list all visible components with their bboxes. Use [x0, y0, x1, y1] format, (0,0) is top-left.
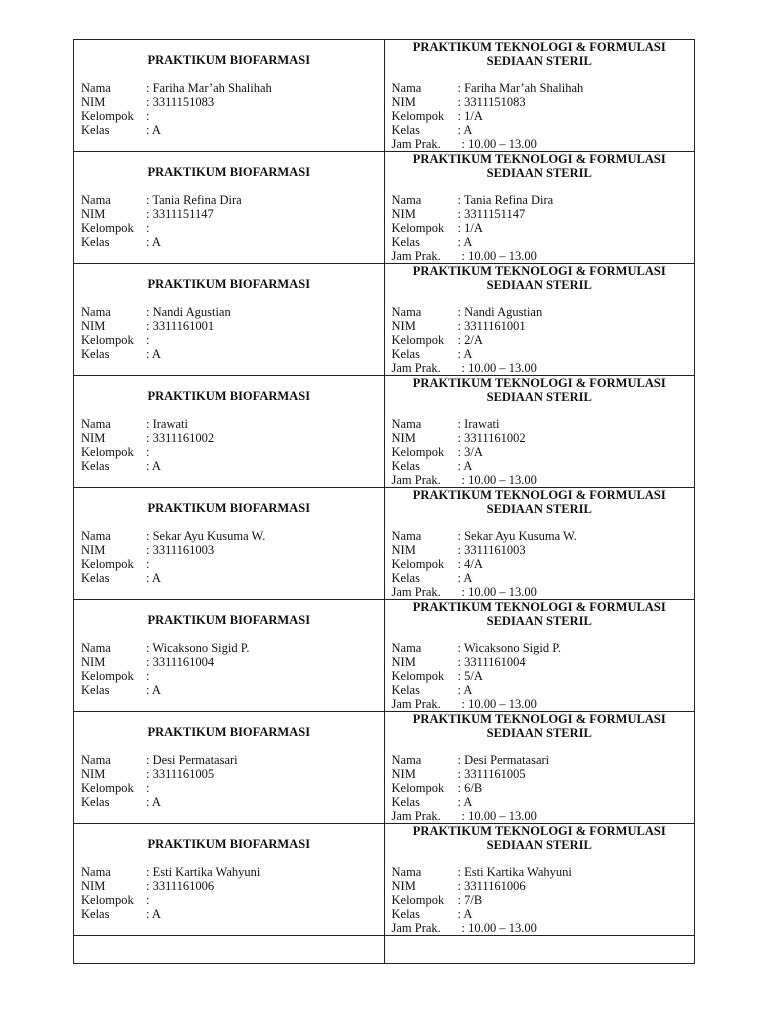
kelas-value: : A — [146, 234, 161, 249]
steril-title-line1: PRAKTIKUM TEKNOLOGI & FORMULASI — [412, 824, 666, 838]
biofarmasi-title: PRAKTIKUM BIOFARMASI — [147, 613, 311, 627]
student-info — [81, 866, 260, 922]
steril-title — [385, 600, 695, 628]
nim-value: : 3311161003 — [457, 542, 526, 557]
kelas-label: Kelas — [391, 682, 420, 697]
nama-label: Nama — [391, 193, 422, 207]
nim-value: : 3311161002 — [457, 430, 526, 445]
kelas-value: : A — [457, 346, 473, 361]
nama-label: Nama — [81, 753, 111, 767]
nim-label: NIM — [81, 878, 106, 893]
kelompok-label: Kelompok — [391, 668, 445, 683]
jam-label: Jam Prak. — [391, 808, 441, 823]
biofarmasi-card — [74, 712, 385, 824]
nama-value: : Sekar Ayu Kusuma W. — [457, 529, 577, 543]
steril-card — [384, 264, 695, 376]
card-row — [74, 712, 695, 824]
nim-value: : 3311161003 — [146, 542, 215, 557]
student-info — [392, 642, 561, 711]
kelompok-value: : — [146, 780, 150, 795]
kelompok-value: : 2/A — [457, 332, 483, 347]
steril-title-line2: SEDIAAN STERIL — [486, 502, 592, 516]
nama-label: Nama — [81, 305, 111, 319]
steril-title-line2: SEDIAAN STERIL — [486, 390, 592, 404]
nama-value: : Fariha Mar’ah Shalihah — [457, 81, 584, 95]
biofarmasi-card — [74, 40, 385, 152]
nim-value: : 3311151083 — [146, 94, 215, 109]
kelompok-label: Kelompok — [81, 444, 134, 459]
kelompok-value: : 1/A — [457, 220, 483, 235]
steril-title-line2: SEDIAAN STERIL — [486, 54, 592, 68]
card-row — [74, 264, 695, 376]
card-row — [74, 488, 695, 600]
kelompok-label: Kelompok — [391, 556, 445, 571]
kelas-label: Kelas — [81, 906, 110, 921]
nim-label: NIM — [391, 766, 416, 781]
steril-card — [384, 712, 695, 824]
card-row — [74, 824, 695, 936]
nama-label: Nama — [81, 865, 111, 879]
kelas-value: : A — [146, 906, 161, 921]
kelas-value: : A — [146, 682, 161, 697]
kelas-value: : A — [457, 794, 473, 809]
jam-label: Jam Prak. — [391, 360, 441, 375]
jam-value: : 10.00 – 13.00 — [461, 248, 537, 263]
jam-value: : 10.00 – 13.00 — [461, 584, 537, 599]
student-info — [392, 418, 537, 487]
biofarmasi-title: PRAKTIKUM BIOFARMASI — [147, 53, 311, 67]
kelompok-value: : — [146, 668, 150, 683]
nama-value: : Tania Refina Dira — [146, 193, 242, 207]
biofarmasi-card — [74, 152, 385, 264]
jam-value: : 10.00 – 13.00 — [461, 360, 537, 375]
steril-title — [385, 376, 695, 404]
student-info — [392, 82, 584, 151]
kelas-label: Kelas — [81, 458, 110, 473]
kelompok-value: : 1/A — [457, 108, 483, 123]
nama-label: Nama — [81, 417, 111, 431]
steril-title-line1: PRAKTIKUM TEKNOLOGI & FORMULASI — [412, 264, 666, 278]
kelas-label: Kelas — [391, 906, 420, 921]
steril-card — [384, 152, 695, 264]
kelas-value: : A — [146, 794, 161, 809]
kelompok-value: : — [146, 332, 150, 347]
nama-value: : Wicaksono Sigid P. — [457, 641, 561, 655]
kelas-label: Kelas — [391, 458, 420, 473]
kelas-label: Kelas — [391, 794, 420, 809]
steril-title-line1: PRAKTIKUM TEKNOLOGI & FORMULASI — [412, 40, 666, 54]
student-info — [81, 82, 272, 138]
card-row — [74, 40, 695, 152]
kelas-value: : A — [146, 346, 161, 361]
nim-value: : 3311161006 — [146, 878, 215, 893]
steril-title-line1: PRAKTIKUM TEKNOLOGI & FORMULASI — [412, 488, 666, 502]
kelompok-label: Kelompok — [81, 668, 134, 683]
nim-label: NIM — [81, 542, 106, 557]
student-info — [81, 642, 249, 698]
nama-value: : Sekar Ayu Kusuma W. — [146, 529, 266, 543]
kelas-value: : A — [457, 570, 473, 585]
steril-title — [385, 40, 695, 68]
nama-value: : Nandi Agustian — [146, 305, 231, 319]
empty-cell — [384, 936, 695, 964]
student-info — [392, 530, 577, 599]
nim-label: NIM — [391, 542, 416, 557]
biofarmasi-title: PRAKTIKUM BIOFARMASI — [147, 277, 311, 291]
kelas-value: : A — [146, 122, 161, 137]
nama-label: Nama — [81, 193, 111, 207]
nim-value: : 3311161006 — [457, 878, 526, 893]
kelas-label: Kelas — [81, 346, 110, 361]
kelompok-value: : 5/A — [457, 668, 483, 683]
kelas-label: Kelas — [391, 346, 420, 361]
nim-value: : 3311151147 — [457, 206, 526, 221]
kelas-label: Kelas — [81, 570, 110, 585]
kelompok-value: : 7/B — [457, 892, 483, 907]
jam-label: Jam Prak. — [391, 584, 441, 599]
jam-label: Jam Prak. — [391, 472, 441, 487]
jam-value: : 10.00 – 13.00 — [461, 920, 537, 935]
nim-value: : 3311161004 — [146, 654, 215, 669]
steril-title-line1: PRAKTIKUM TEKNOLOGI & FORMULASI — [412, 152, 666, 166]
empty-row — [74, 936, 695, 964]
nama-label: Nama — [391, 641, 422, 655]
nama-label: Nama — [391, 529, 422, 543]
kelas-label: Kelas — [81, 234, 110, 249]
nim-label: NIM — [391, 430, 416, 445]
nim-label: NIM — [81, 654, 106, 669]
kelompok-label: Kelompok — [391, 332, 445, 347]
biofarmasi-card — [74, 600, 385, 712]
kelompok-label: Kelompok — [391, 892, 445, 907]
nim-label: NIM — [391, 94, 416, 109]
steril-title — [385, 264, 695, 292]
steril-title — [385, 488, 695, 516]
kelas-value: : A — [457, 234, 473, 249]
kelompok-label: Kelompok — [81, 220, 134, 235]
kelompok-label: Kelompok — [81, 332, 134, 347]
card-row — [74, 600, 695, 712]
nim-value: : 3311161002 — [146, 430, 215, 445]
steril-card — [384, 40, 695, 152]
student-info — [392, 306, 543, 375]
kelompok-value: : — [146, 556, 150, 571]
jam-value: : 10.00 – 13.00 — [461, 136, 537, 151]
nama-label: Nama — [391, 753, 422, 767]
jam-label: Jam Prak. — [391, 136, 441, 151]
kelompok-label: Kelompok — [391, 780, 445, 795]
nama-value: : Esti Kartika Wahyuni — [146, 865, 261, 879]
biofarmasi-card — [74, 824, 385, 936]
nama-value: : Wicaksono Sigid P. — [146, 641, 250, 655]
steril-title-line2: SEDIAAN STERIL — [486, 166, 592, 180]
kelompok-label: Kelompok — [81, 108, 134, 123]
jam-label: Jam Prak. — [391, 696, 441, 711]
kelompok-value: : 3/A — [457, 444, 483, 459]
biofarmasi-title: PRAKTIKUM BIOFARMASI — [147, 725, 311, 739]
nama-label: Nama — [391, 305, 422, 319]
kelas-label: Kelas — [391, 570, 420, 585]
kelas-label: Kelas — [81, 794, 110, 809]
nama-value: : Esti Kartika Wahyuni — [457, 865, 572, 879]
steril-title — [385, 152, 695, 180]
kelompok-value: : — [146, 892, 150, 907]
kelompok-label: Kelompok — [81, 556, 134, 571]
kelompok-label: Kelompok — [391, 108, 445, 123]
nama-value: : Nandi Agustian — [457, 305, 543, 319]
jam-value: : 10.00 – 13.00 — [461, 696, 537, 711]
nama-label: Nama — [391, 81, 422, 95]
nim-label: NIM — [81, 206, 106, 221]
nama-value: : Irawati — [457, 417, 500, 431]
steril-card — [384, 824, 695, 936]
kelompok-label: Kelompok — [391, 444, 445, 459]
nama-value: : Irawati — [146, 417, 188, 431]
steril-card — [384, 488, 695, 600]
steril-title-line1: PRAKTIKUM TEKNOLOGI & FORMULASI — [412, 376, 666, 390]
student-info — [392, 194, 554, 263]
card-row — [74, 152, 695, 264]
nama-value: : Desi Permatasari — [457, 753, 550, 767]
biofarmasi-card — [74, 488, 385, 600]
steril-title-line2: SEDIAAN STERIL — [486, 726, 592, 740]
steril-card — [384, 600, 695, 712]
nama-value: : Fariha Mar’ah Shalihah — [146, 81, 272, 95]
biofarmasi-title: PRAKTIKUM BIOFARMASI — [147, 837, 311, 851]
nim-label: NIM — [391, 318, 416, 333]
student-info — [81, 306, 231, 362]
card-row — [74, 376, 695, 488]
kelas-label: Kelas — [391, 122, 420, 137]
steril-title-line2: SEDIAAN STERIL — [486, 614, 592, 628]
nama-label: Nama — [81, 529, 111, 543]
nama-label: Nama — [81, 81, 111, 95]
nim-label: NIM — [391, 206, 416, 221]
nama-value: : Desi Permatasari — [146, 753, 238, 767]
biofarmasi-card — [74, 376, 385, 488]
steril-card — [384, 376, 695, 488]
kelompok-label: Kelompok — [81, 780, 134, 795]
kelas-value: : A — [457, 122, 473, 137]
steril-title-line2: SEDIAAN STERIL — [486, 838, 592, 852]
steril-title-line1: PRAKTIKUM TEKNOLOGI & FORMULASI — [412, 600, 666, 614]
nama-label: Nama — [391, 865, 422, 879]
kelompok-value: : — [146, 108, 150, 123]
jam-label: Jam Prak. — [391, 248, 441, 263]
nim-label: NIM — [81, 94, 106, 109]
biofarmasi-title: PRAKTIKUM BIOFARMASI — [147, 165, 311, 179]
student-info — [81, 418, 214, 474]
kelompok-value: : 4/A — [457, 556, 483, 571]
student-info — [81, 530, 265, 586]
student-info — [392, 866, 572, 935]
nim-value: : 3311151147 — [146, 206, 214, 221]
nama-value: : Tania Refina Dira — [457, 193, 554, 207]
label-card-table — [73, 39, 695, 964]
kelompok-label: Kelompok — [81, 892, 134, 907]
nim-label: NIM — [81, 318, 106, 333]
kelas-value: : A — [457, 458, 473, 473]
nama-label: Nama — [391, 417, 422, 431]
steril-title-line1: PRAKTIKUM TEKNOLOGI & FORMULASI — [412, 712, 666, 726]
kelas-value: : A — [457, 682, 473, 697]
nim-value: : 3311151083 — [457, 94, 526, 109]
nim-value: : 3311161005 — [146, 766, 215, 781]
steril-title-line2: SEDIAAN STERIL — [486, 278, 592, 292]
kelas-value: : A — [146, 570, 161, 585]
nim-value: : 3311161004 — [457, 654, 526, 669]
nim-label: NIM — [81, 766, 106, 781]
kelas-label: Kelas — [81, 122, 110, 137]
kelompok-value: : — [146, 220, 150, 235]
student-info — [81, 194, 242, 250]
kelas-value: : A — [457, 906, 473, 921]
nim-value: : 3311161005 — [457, 766, 526, 781]
biofarmasi-title: PRAKTIKUM BIOFARMASI — [147, 389, 311, 403]
kelompok-value: : — [146, 444, 150, 459]
nim-value: : 3311161001 — [146, 318, 215, 333]
nama-label: Nama — [81, 641, 111, 655]
jam-value: : 10.00 – 13.00 — [461, 472, 537, 487]
kelompok-label: Kelompok — [391, 220, 445, 235]
nim-label: NIM — [391, 878, 416, 893]
biofarmasi-title: PRAKTIKUM BIOFARMASI — [147, 501, 311, 515]
kelas-label: Kelas — [81, 682, 110, 697]
biofarmasi-card — [74, 264, 385, 376]
student-info — [392, 754, 550, 823]
student-info — [81, 754, 238, 810]
jam-value: : 10.00 – 13.00 — [461, 808, 537, 823]
nim-label: NIM — [81, 430, 106, 445]
jam-label: Jam Prak. — [391, 920, 441, 935]
nim-label: NIM — [391, 654, 416, 669]
kelas-value: : A — [146, 458, 161, 473]
kelompok-value: : 6/B — [457, 780, 483, 795]
nim-value: : 3311161001 — [457, 318, 526, 333]
kelas-label: Kelas — [391, 234, 420, 249]
steril-title — [385, 712, 695, 740]
empty-cell — [74, 936, 385, 964]
steril-title — [385, 824, 695, 852]
